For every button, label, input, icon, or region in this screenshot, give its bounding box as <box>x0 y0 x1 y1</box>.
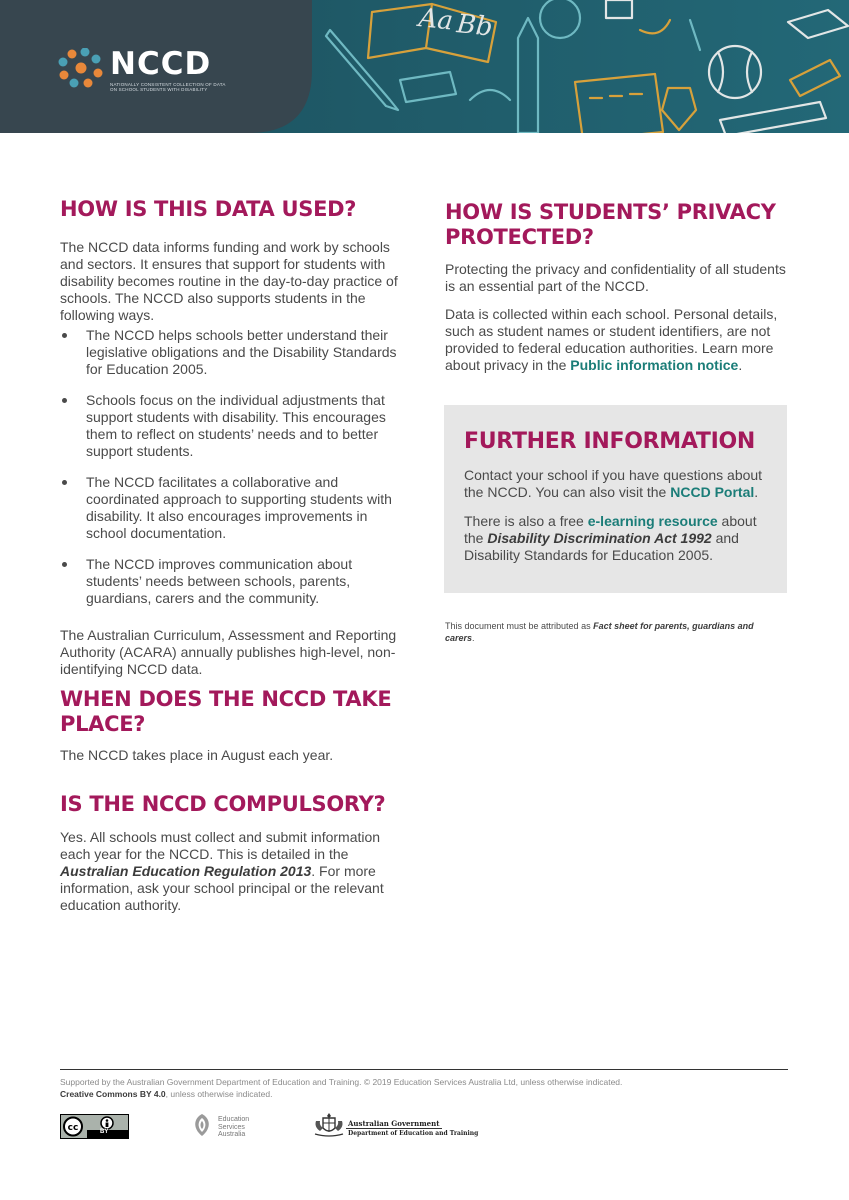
footer-copyright: Supported by the Australian Government Department of Education and Training. © 2019 Education Services Australia Ltd, unless otherwise indicated. Creative Commons BY 4.0, unless otherwise indicated. <box>60 1077 623 1099</box>
gov-divider <box>346 1128 442 1129</box>
section-heading: WHEN DOES THE NCCD TAKE PLACE? <box>60 687 392 736</box>
header-banner <box>0 0 849 133</box>
cc-by-label: BY <box>100 1129 109 1135</box>
section-compulsory <box>60 792 405 914</box>
bullet-icon <box>62 480 67 485</box>
nccd-logo-icon <box>58 48 104 88</box>
attribution-title: Fact sheet for parents, guardians and carers <box>445 621 754 643</box>
privacy-p1: Protecting the privacy and confidentiality of all students is an essential part of the NCCD. <box>445 261 786 294</box>
logo-tagline: NATIONALLY CONSISTENT COLLECTION OF DATA ON SCHOOL STUDENTS WITH DISABILITY <box>110 82 226 93</box>
bullet-icon <box>62 562 67 567</box>
section-heading: HOW IS STUDENTS’ PRIVACY PROTECTED? <box>445 200 776 249</box>
when-body: The NCCD takes place in August each year. <box>60 747 334 763</box>
esa-logo-text: Education Services Australia <box>218 1116 250 1138</box>
data-used-outro: The Australian Curriculum, Assessment and Reporting Authority (ACARA) annually publishes high-level, non-identifying NCCD data. <box>60 627 397 677</box>
section-privacy <box>445 200 790 374</box>
logo-wordmark: NCCD <box>110 46 212 82</box>
further-p1: Contact your school if you have questions about the NCCD. You can also visit the NCCD Portal. <box>464 467 763 500</box>
creative-commons-badge[interactable] <box>60 1114 129 1139</box>
compulsory-body: Yes. All schools must collect and submit information each year for the NCCD. This is detailed in the Australian Education Regulation 2013. For more information, ask your school principal or the relevant education authority. <box>60 829 384 913</box>
license-link[interactable]: Creative Commons BY 4.0 <box>60 1088 166 1099</box>
attribution-note: This document must be attributed as Fact sheet for parents, guardians and carers. <box>445 621 754 643</box>
list-item: The NCCD helps schools better understand their legislative obligations and the Disability Standards for Education 2005. <box>60 327 405 378</box>
gov-department: Department of Education and Training <box>348 1130 479 1137</box>
list-item: The NCCD improves communication about students’ needs between schools, parents, guardians, carers and the community. <box>60 556 405 607</box>
section-data-used <box>60 197 405 678</box>
section-heading: HOW IS THIS DATA USED? <box>60 197 357 221</box>
data-used-list <box>60 327 405 607</box>
nccd-portal-link[interactable]: NCCD Portal <box>670 484 755 500</box>
footer-divider <box>60 1069 788 1070</box>
regulation-title: Australian Education Regulation 2013 <box>60 863 312 879</box>
e-learning-resource-link[interactable]: e-learning resource <box>587 513 718 529</box>
further-p2: There is also a free e-learning resource about the Disability Discrimination Act 1992 and Disability Standards for Education 2005. <box>464 513 757 563</box>
svg-text:Bb: Bb <box>455 9 494 43</box>
section-when <box>60 687 405 764</box>
svg-text:cc: cc <box>67 1123 79 1133</box>
further-information-box <box>444 405 787 593</box>
act-title: Disability Discrimination Act 1992 <box>487 530 712 546</box>
privacy-p2: Data is collected within each school. Personal details, such as student names or student identifiers, are not provided to federal education authorities. Learn more about privacy in the Public information notice. <box>445 306 778 373</box>
section-heading: FURTHER INFORMATION <box>464 429 755 454</box>
coat-of-arms-icon <box>312 1111 346 1137</box>
list-item: The NCCD facilitates a collaborative and coordinated approach to supporting students with disability. It also encourages improvements in school documentation. <box>60 474 405 542</box>
section-heading: IS THE NCCD COMPULSORY? <box>60 792 386 816</box>
esa-logo-icon <box>190 1112 214 1138</box>
bullet-icon <box>62 398 67 403</box>
list-item: Schools focus on the individual adjustments that support students with disability. This encourages them to reflect on students’ needs and to better support students. <box>60 392 405 460</box>
nccd-logo[interactable] <box>0 0 340 133</box>
public-information-notice-link[interactable]: Public information notice <box>570 357 739 373</box>
data-used-intro: The NCCD data informs funding and work by schools and sectors. It ensures that support for students with disability becomes routine in the day-to-day practice of schools. The NCCD also supports students in the following ways. <box>60 239 398 323</box>
svg-text:Aa: Aa <box>417 3 455 37</box>
gov-name: Australian Government <box>348 1119 440 1128</box>
cc-by-icon <box>61 1115 128 1138</box>
bullet-icon <box>62 333 67 338</box>
